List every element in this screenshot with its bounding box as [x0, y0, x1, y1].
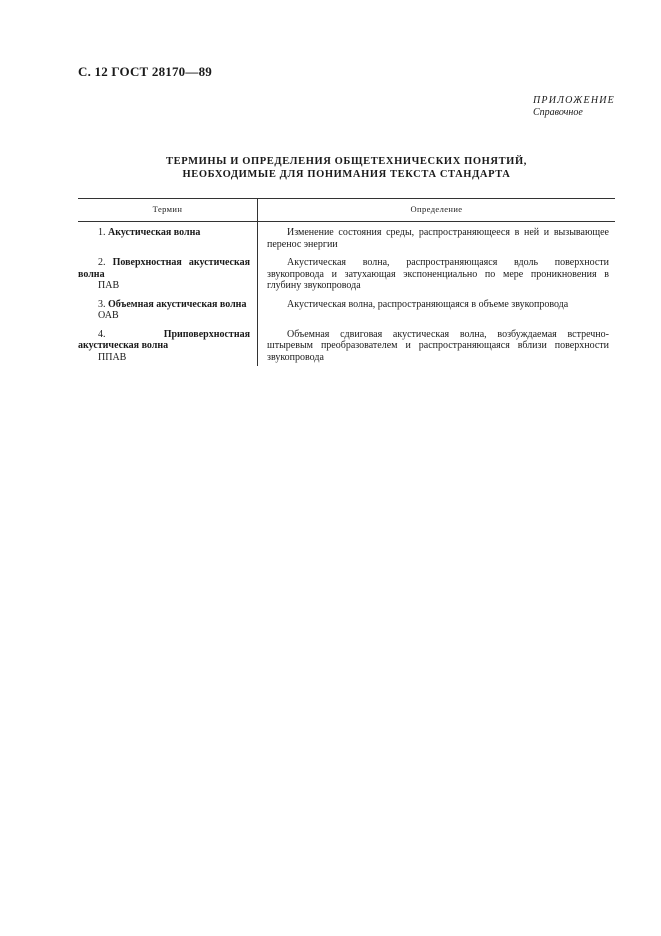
table-row — [78, 257, 615, 299]
term-line — [78, 257, 250, 280]
term-cell — [78, 257, 258, 299]
definition-cell — [258, 329, 616, 367]
term-number: 2. — [98, 257, 106, 268]
term-line — [78, 329, 250, 352]
definition-text: Акустическая волна, распространяющаяся вдоль поверхности звукопровода и затухающая экспоненциально по мере проникновения в глубину звукопровода — [267, 257, 609, 291]
term-cell — [78, 222, 258, 258]
terms-table — [78, 198, 615, 366]
appendix-title: ПРИЛОЖЕНИЕ — [533, 95, 615, 106]
term-name: Поверхностная акустическая волна — [78, 257, 250, 280]
column-header-definition: Определение — [258, 199, 616, 222]
document-title-line2: НЕОБХОДИМЫЕ ДЛЯ ПОНИМАНИЯ ТЕКСТА СТАНДАРТА — [182, 169, 511, 180]
page-header: С. 12 ГОСТ 28170—89 — [78, 64, 212, 79]
appendix-label — [533, 95, 615, 119]
term-number: 3. — [98, 298, 106, 310]
appendix-subtitle: Справочное — [533, 107, 583, 118]
table-row — [78, 299, 615, 329]
definition-text: Объемная сдвиговая акустическая волна, возбуждаемая встречно-штыревым преобразователем и распространяющаяся вблизи поверхности звукопровода — [267, 328, 609, 363]
table-header-row — [78, 199, 615, 222]
term-name: Приповерхностная акустическая волна — [78, 328, 250, 351]
definition-cell — [258, 299, 616, 329]
term-line — [78, 227, 250, 239]
term-name: Акустическая волна — [108, 227, 201, 238]
definition-text: Изменение состояния среды, распространяющееся в ней и вызывающее перенос энергии — [267, 227, 609, 250]
term-abbreviation: ППАВ — [98, 351, 127, 363]
column-header-term: Термин — [78, 199, 258, 222]
table-row — [78, 222, 615, 258]
term-abbreviation: ОАВ — [98, 310, 119, 321]
term-line — [78, 299, 250, 311]
definition-text: Акустическая волна, распространяющаяся в объеме звукопровода — [287, 298, 569, 310]
document-title — [78, 155, 615, 181]
table-row — [78, 329, 615, 367]
document-title-line1: ТЕРМИНЫ И ОПРЕДЕЛЕНИЯ ОБЩЕТЕХНИЧЕСКИХ ПОНЯТИЙ, — [166, 156, 527, 167]
term-abbreviation: ПАВ — [98, 280, 120, 291]
definition-cell — [258, 257, 616, 299]
term-number: 1. — [98, 227, 106, 238]
term-cell — [78, 329, 258, 367]
term-name: Объемная акустическая волна — [108, 298, 247, 310]
term-number: 4. — [98, 328, 106, 340]
term-cell — [78, 299, 258, 329]
definition-cell — [258, 222, 616, 258]
